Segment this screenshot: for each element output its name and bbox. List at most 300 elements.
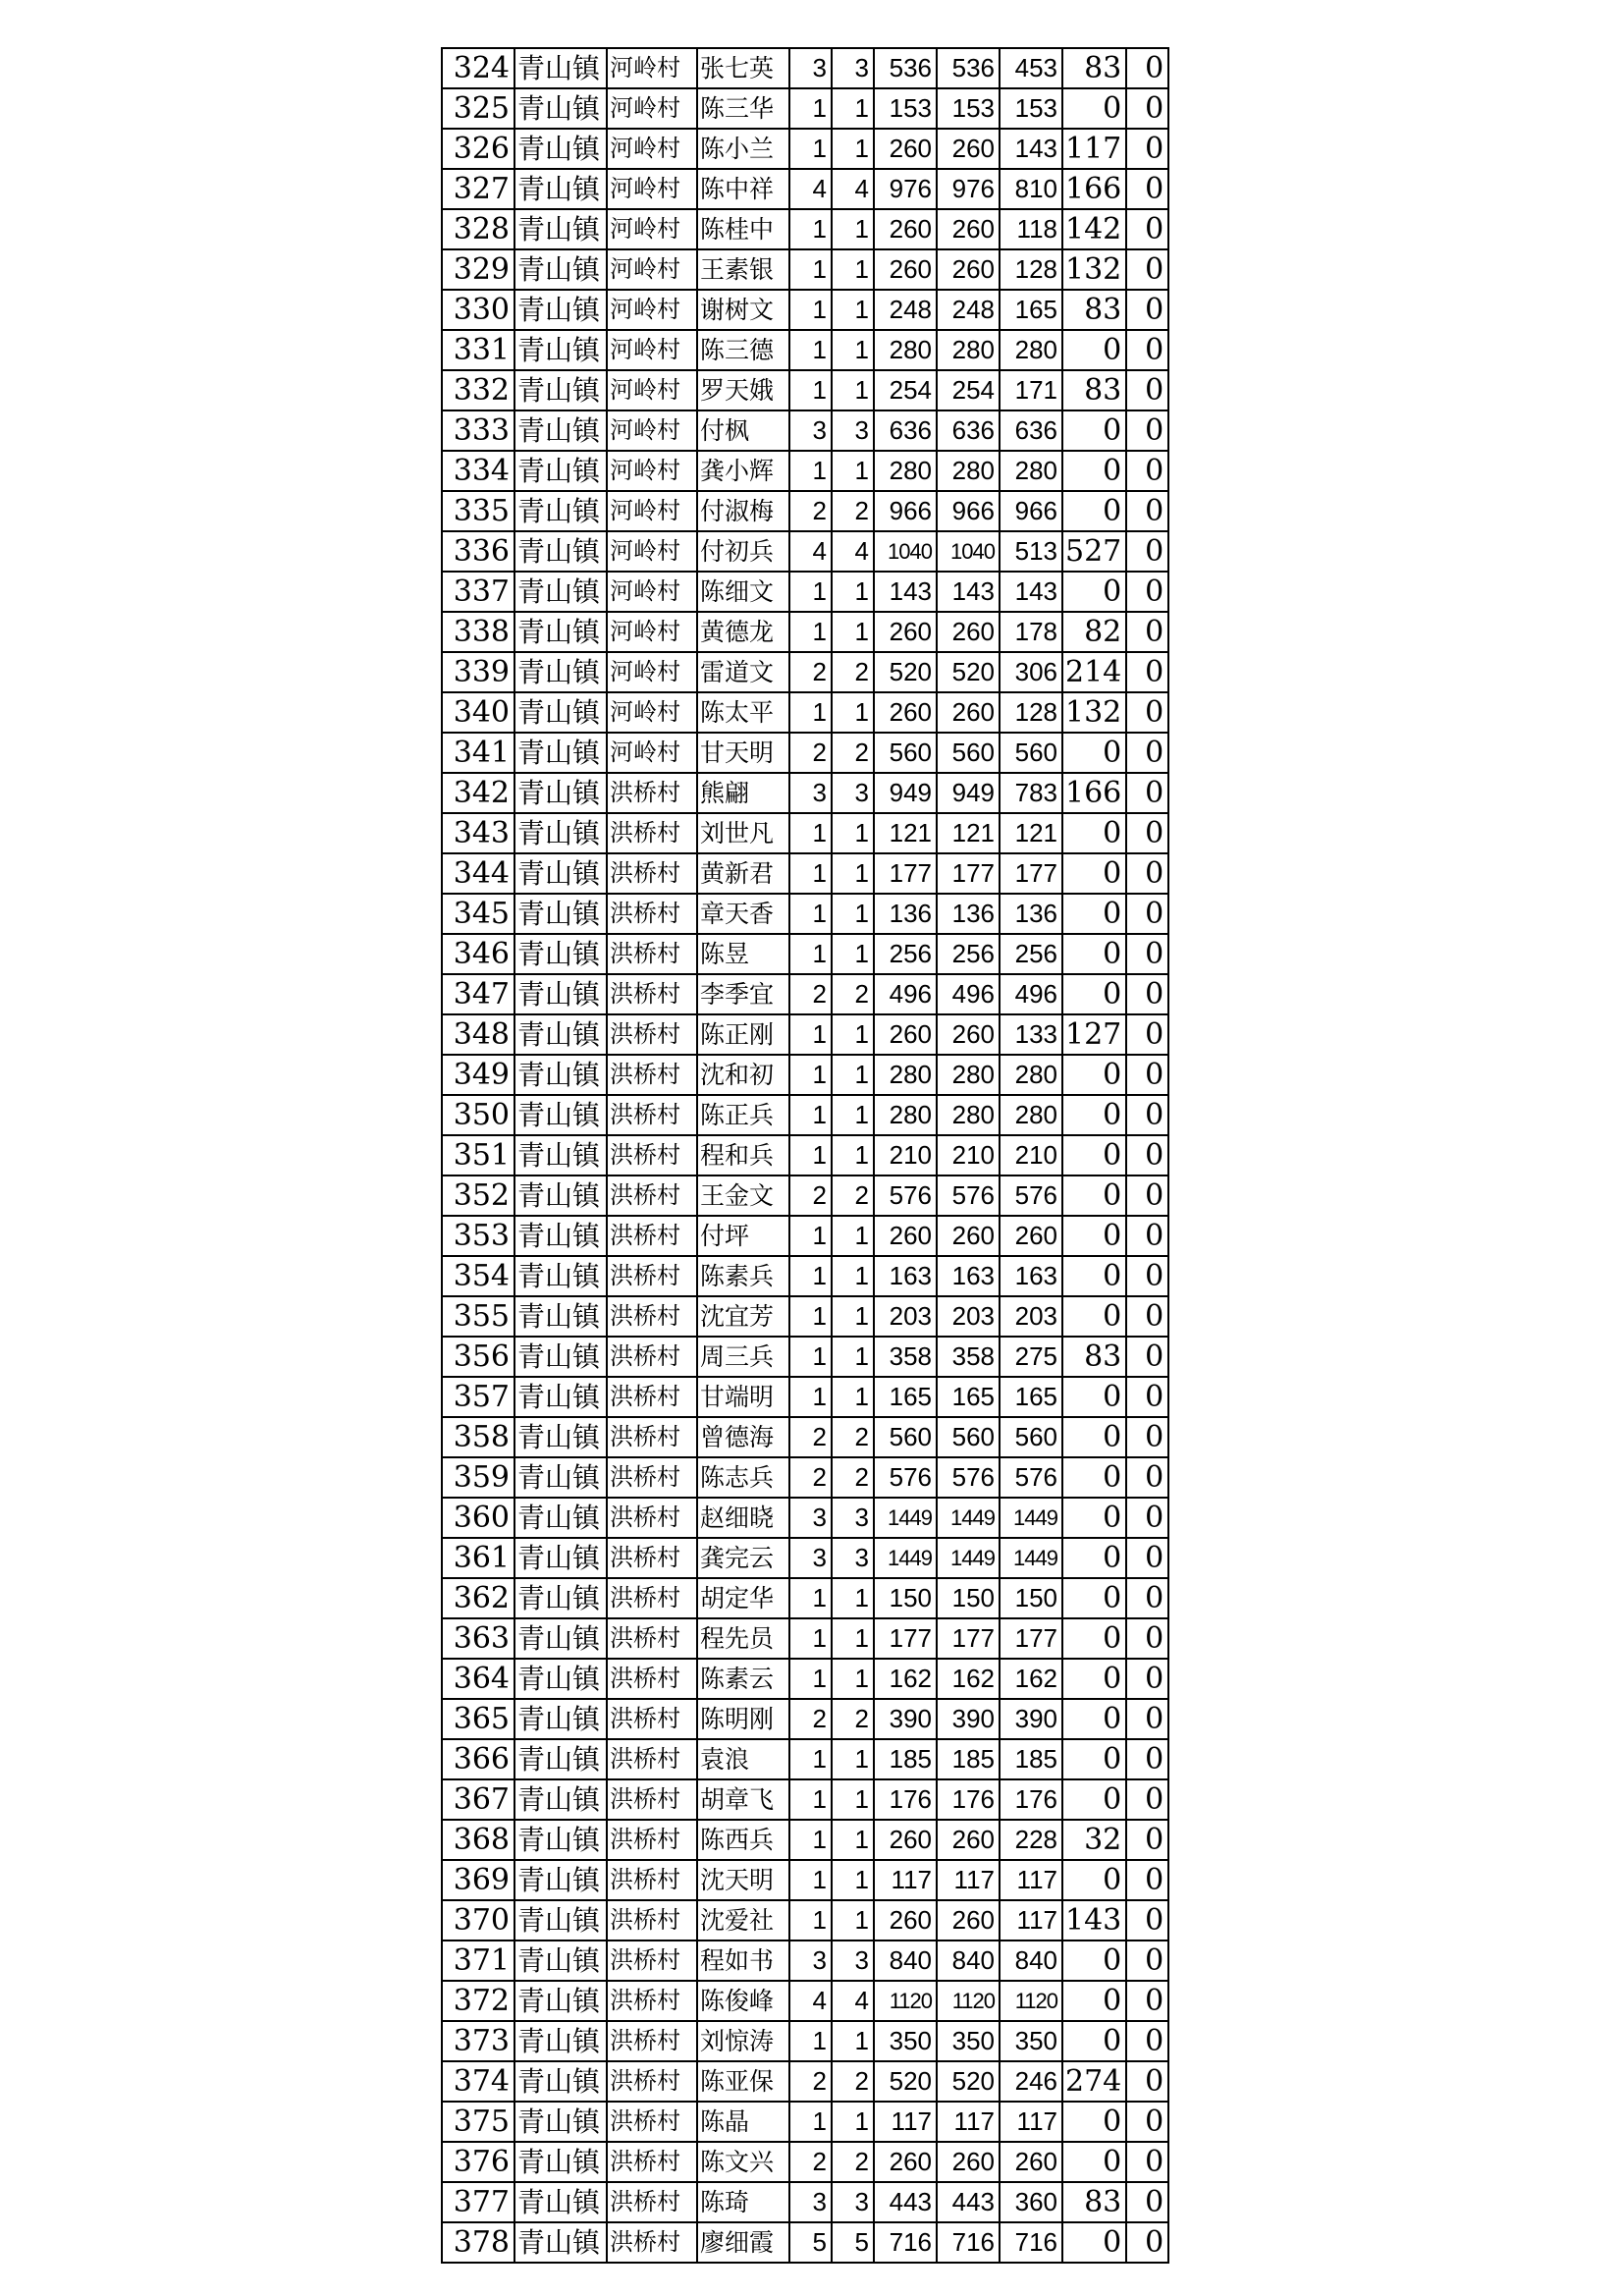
count-a-cell: 3 [789, 410, 832, 451]
table-row [442, 249, 1168, 290]
count-b-cell: 1 [832, 692, 874, 733]
amount-a-cell: 256 [874, 934, 937, 974]
amount-a-cell: 260 [874, 249, 937, 290]
village-cell: 洪桥村 [607, 1820, 697, 1860]
amount-c-cell: 966 [1000, 491, 1062, 531]
person-name-cell: 陈中祥 [697, 169, 789, 209]
amount-d-cell: 83 [1062, 48, 1126, 88]
town-cell: 青山镇 [514, 1216, 607, 1256]
village-cell: 河岭村 [607, 370, 697, 410]
town-cell: 青山镇 [514, 1820, 607, 1860]
amount-a-cell: 576 [874, 1457, 937, 1498]
count-b-cell: 1 [832, 2021, 874, 2061]
town-cell: 青山镇 [514, 974, 607, 1014]
town-cell: 青山镇 [514, 1498, 607, 1538]
village-cell: 洪桥村 [607, 1457, 697, 1498]
village-cell: 洪桥村 [607, 1659, 697, 1699]
count-b-cell: 3 [832, 2182, 874, 2222]
amount-e-cell: 0 [1126, 2222, 1168, 2263]
amount-d-cell: 0 [1062, 974, 1126, 1014]
town-cell: 青山镇 [514, 410, 607, 451]
amount-d-cell: 0 [1062, 2021, 1126, 2061]
town-cell: 青山镇 [514, 1900, 607, 1941]
person-name-cell: 陈晶 [697, 2102, 789, 2142]
row-number-cell: 378 [442, 2222, 514, 2263]
town-cell: 青山镇 [514, 1175, 607, 1216]
town-cell: 青山镇 [514, 2061, 607, 2102]
amount-e-cell: 0 [1126, 1699, 1168, 1739]
count-b-cell: 1 [832, 451, 874, 491]
town-cell: 青山镇 [514, 370, 607, 410]
count-a-cell: 1 [789, 1578, 832, 1618]
amount-e-cell: 0 [1126, 692, 1168, 733]
amount-a-cell: 143 [874, 572, 937, 612]
amount-a-cell: 260 [874, 209, 937, 249]
table-body [442, 48, 1168, 2263]
village-cell: 河岭村 [607, 290, 697, 330]
amount-d-cell: 32 [1062, 1820, 1126, 1860]
table-row [442, 1538, 1168, 1578]
amount-e-cell: 0 [1126, 1135, 1168, 1175]
amount-c-cell: 117 [1000, 1900, 1062, 1941]
village-cell: 洪桥村 [607, 1337, 697, 1377]
village-cell: 河岭村 [607, 692, 697, 733]
amount-a-cell: 162 [874, 1659, 937, 1699]
data-table [441, 47, 1169, 2264]
amount-d-cell: 214 [1062, 652, 1126, 692]
village-cell: 河岭村 [607, 88, 697, 129]
town-cell: 青山镇 [514, 1941, 607, 1981]
amount-a-cell: 1040 [874, 531, 937, 572]
count-a-cell: 1 [789, 1014, 832, 1055]
amount-e-cell: 0 [1126, 813, 1168, 853]
amount-d-cell: 83 [1062, 2182, 1126, 2222]
amount-e-cell: 0 [1126, 1457, 1168, 1498]
amount-d-cell: 0 [1062, 1739, 1126, 1779]
table-row [442, 169, 1168, 209]
count-a-cell: 3 [789, 48, 832, 88]
amount-b-cell: 260 [937, 249, 1000, 290]
row-number-cell: 363 [442, 1618, 514, 1659]
amount-b-cell: 560 [937, 1417, 1000, 1457]
amount-c-cell: 150 [1000, 1578, 1062, 1618]
row-number-cell: 376 [442, 2142, 514, 2182]
amount-b-cell: 117 [937, 2102, 1000, 2142]
amount-e-cell: 0 [1126, 1618, 1168, 1659]
town-cell: 青山镇 [514, 1256, 607, 1296]
amount-b-cell: 163 [937, 1256, 1000, 1296]
amount-c-cell: 840 [1000, 1941, 1062, 1981]
count-b-cell: 1 [832, 813, 874, 853]
count-b-cell: 1 [832, 1779, 874, 1820]
count-b-cell: 2 [832, 491, 874, 531]
village-cell: 洪桥村 [607, 974, 697, 1014]
amount-b-cell: 576 [937, 1175, 1000, 1216]
table-row [442, 974, 1168, 1014]
amount-b-cell: 177 [937, 853, 1000, 894]
town-cell: 青山镇 [514, 1659, 607, 1699]
table-row [442, 1337, 1168, 1377]
town-cell: 青山镇 [514, 1578, 607, 1618]
amount-b-cell: 1120 [937, 1981, 1000, 2021]
row-number-cell: 365 [442, 1699, 514, 1739]
count-b-cell: 5 [832, 2222, 874, 2263]
table-row [442, 853, 1168, 894]
amount-d-cell: 0 [1062, 1055, 1126, 1095]
count-a-cell: 2 [789, 733, 832, 773]
town-cell: 青山镇 [514, 1417, 607, 1457]
row-number-cell: 353 [442, 1216, 514, 1256]
amount-e-cell: 0 [1126, 129, 1168, 169]
amount-b-cell: 210 [937, 1135, 1000, 1175]
row-number-cell: 346 [442, 934, 514, 974]
table-row [442, 692, 1168, 733]
town-cell: 青山镇 [514, 1618, 607, 1659]
count-b-cell: 3 [832, 410, 874, 451]
amount-b-cell: 260 [937, 1014, 1000, 1055]
amount-c-cell: 280 [1000, 1095, 1062, 1135]
count-b-cell: 1 [832, 290, 874, 330]
village-cell: 洪桥村 [607, 1981, 697, 2021]
amount-e-cell: 0 [1126, 1256, 1168, 1296]
count-a-cell: 1 [789, 1337, 832, 1377]
town-cell: 青山镇 [514, 652, 607, 692]
count-a-cell: 4 [789, 1981, 832, 2021]
amount-a-cell: 1449 [874, 1498, 937, 1538]
amount-c-cell: 306 [1000, 652, 1062, 692]
amount-e-cell: 0 [1126, 48, 1168, 88]
amount-e-cell: 0 [1126, 330, 1168, 370]
person-name-cell: 陈太平 [697, 692, 789, 733]
amount-c-cell: 171 [1000, 370, 1062, 410]
count-b-cell: 1 [832, 853, 874, 894]
amount-a-cell: 636 [874, 410, 937, 451]
amount-e-cell: 0 [1126, 652, 1168, 692]
amount-d-cell: 127 [1062, 1014, 1126, 1055]
amount-b-cell: 162 [937, 1659, 1000, 1699]
count-a-cell: 3 [789, 1538, 832, 1578]
count-b-cell: 2 [832, 2061, 874, 2102]
amount-b-cell: 840 [937, 1941, 1000, 1981]
amount-d-cell: 0 [1062, 491, 1126, 531]
count-a-cell: 1 [789, 290, 832, 330]
count-a-cell: 1 [789, 88, 832, 129]
amount-c-cell: 453 [1000, 48, 1062, 88]
village-cell: 洪桥村 [607, 894, 697, 934]
person-name-cell: 王素银 [697, 249, 789, 290]
town-cell: 青山镇 [514, 1055, 607, 1095]
amount-c-cell: 360 [1000, 2182, 1062, 2222]
count-b-cell: 3 [832, 1941, 874, 1981]
person-name-cell: 龚完云 [697, 1538, 789, 1578]
town-cell: 青山镇 [514, 813, 607, 853]
row-number-cell: 339 [442, 652, 514, 692]
amount-c-cell: 203 [1000, 1296, 1062, 1337]
town-cell: 青山镇 [514, 1981, 607, 2021]
row-number-cell: 374 [442, 2061, 514, 2102]
count-b-cell: 1 [832, 1578, 874, 1618]
count-a-cell: 1 [789, 1377, 832, 1417]
amount-b-cell: 121 [937, 813, 1000, 853]
count-b-cell: 1 [832, 1659, 874, 1699]
table-row [442, 2021, 1168, 2061]
count-b-cell: 1 [832, 1739, 874, 1779]
count-a-cell: 1 [789, 1296, 832, 1337]
amount-d-cell: 0 [1062, 572, 1126, 612]
count-a-cell: 2 [789, 1699, 832, 1739]
row-number-cell: 357 [442, 1377, 514, 1417]
amount-c-cell: 576 [1000, 1457, 1062, 1498]
amount-a-cell: 966 [874, 491, 937, 531]
amount-c-cell: 390 [1000, 1699, 1062, 1739]
amount-e-cell: 0 [1126, 249, 1168, 290]
amount-e-cell: 0 [1126, 1941, 1168, 1981]
count-b-cell: 2 [832, 1417, 874, 1457]
village-cell: 洪桥村 [607, 1296, 697, 1337]
count-a-cell: 1 [789, 1095, 832, 1135]
amount-c-cell: 210 [1000, 1135, 1062, 1175]
town-cell: 青山镇 [514, 1377, 607, 1417]
table-row [442, 88, 1168, 129]
amount-c-cell: 128 [1000, 692, 1062, 733]
row-number-cell: 377 [442, 2182, 514, 2222]
amount-d-cell: 0 [1062, 1175, 1126, 1216]
village-cell: 洪桥村 [607, 1216, 697, 1256]
amount-b-cell: 260 [937, 209, 1000, 249]
amount-e-cell: 0 [1126, 1417, 1168, 1457]
amount-e-cell: 0 [1126, 773, 1168, 813]
town-cell: 青山镇 [514, 1014, 607, 1055]
table-row [442, 1860, 1168, 1900]
row-number-cell: 337 [442, 572, 514, 612]
person-name-cell: 陈三华 [697, 88, 789, 129]
person-name-cell: 李季宜 [697, 974, 789, 1014]
table-row [442, 1578, 1168, 1618]
amount-d-cell: 166 [1062, 773, 1126, 813]
count-a-cell: 2 [789, 974, 832, 1014]
amount-e-cell: 0 [1126, 1216, 1168, 1256]
table-row [442, 2222, 1168, 2263]
amount-d-cell: 0 [1062, 1417, 1126, 1457]
table-row [442, 1941, 1168, 1981]
table-row [442, 1739, 1168, 1779]
amount-b-cell: 966 [937, 491, 1000, 531]
amount-e-cell: 0 [1126, 209, 1168, 249]
person-name-cell: 陈琦 [697, 2182, 789, 2222]
amount-c-cell: 1449 [1000, 1538, 1062, 1578]
person-name-cell: 陈志兵 [697, 1457, 789, 1498]
amount-a-cell: 358 [874, 1337, 937, 1377]
count-a-cell: 2 [789, 1417, 832, 1457]
count-b-cell: 1 [832, 1900, 874, 1941]
amount-e-cell: 0 [1126, 1739, 1168, 1779]
person-name-cell: 付坪 [697, 1216, 789, 1256]
row-number-cell: 368 [442, 1820, 514, 1860]
row-number-cell: 329 [442, 249, 514, 290]
amount-a-cell: 165 [874, 1377, 937, 1417]
amount-a-cell: 260 [874, 1820, 937, 1860]
amount-d-cell: 527 [1062, 531, 1126, 572]
count-a-cell: 4 [789, 169, 832, 209]
amount-a-cell: 136 [874, 894, 937, 934]
amount-e-cell: 0 [1126, 2102, 1168, 2142]
amount-a-cell: 210 [874, 1135, 937, 1175]
amount-d-cell: 83 [1062, 370, 1126, 410]
count-b-cell: 2 [832, 652, 874, 692]
count-b-cell: 1 [832, 1337, 874, 1377]
amount-d-cell: 0 [1062, 894, 1126, 934]
row-number-cell: 373 [442, 2021, 514, 2061]
row-number-cell: 360 [442, 1498, 514, 1538]
amount-d-cell: 83 [1062, 290, 1126, 330]
amount-c-cell: 143 [1000, 572, 1062, 612]
row-number-cell: 324 [442, 48, 514, 88]
amount-b-cell: 1449 [937, 1498, 1000, 1538]
person-name-cell: 章天香 [697, 894, 789, 934]
person-name-cell: 陈小兰 [697, 129, 789, 169]
row-number-cell: 372 [442, 1981, 514, 2021]
table-row [442, 1498, 1168, 1538]
village-cell: 河岭村 [607, 249, 697, 290]
person-name-cell: 赵细晓 [697, 1498, 789, 1538]
village-cell: 洪桥村 [607, 1135, 697, 1175]
count-b-cell: 4 [832, 169, 874, 209]
person-name-cell: 沈天明 [697, 1860, 789, 1900]
table-row [442, 1659, 1168, 1699]
person-name-cell: 程先员 [697, 1618, 789, 1659]
table-row [442, 2061, 1168, 2102]
town-cell: 青山镇 [514, 290, 607, 330]
row-number-cell: 361 [442, 1538, 514, 1578]
amount-a-cell: 1449 [874, 1538, 937, 1578]
amount-d-cell: 0 [1062, 1578, 1126, 1618]
amount-c-cell: 121 [1000, 813, 1062, 853]
amount-e-cell: 0 [1126, 934, 1168, 974]
row-number-cell: 370 [442, 1900, 514, 1941]
person-name-cell: 程和兵 [697, 1135, 789, 1175]
row-number-cell: 367 [442, 1779, 514, 1820]
count-b-cell: 2 [832, 1175, 874, 1216]
amount-a-cell: 576 [874, 1175, 937, 1216]
count-b-cell: 1 [832, 209, 874, 249]
row-number-cell: 345 [442, 894, 514, 934]
amount-d-cell: 0 [1062, 410, 1126, 451]
amount-e-cell: 0 [1126, 1337, 1168, 1377]
amount-c-cell: 143 [1000, 129, 1062, 169]
amount-e-cell: 0 [1126, 88, 1168, 129]
count-b-cell: 1 [832, 572, 874, 612]
amount-d-cell: 0 [1062, 733, 1126, 773]
count-b-cell: 1 [832, 2102, 874, 2142]
amount-d-cell: 166 [1062, 169, 1126, 209]
village-cell: 河岭村 [607, 652, 697, 692]
amount-c-cell: 280 [1000, 1055, 1062, 1095]
count-b-cell: 2 [832, 733, 874, 773]
amount-a-cell: 280 [874, 451, 937, 491]
amount-d-cell: 82 [1062, 612, 1126, 652]
village-cell: 洪桥村 [607, 1256, 697, 1296]
amount-a-cell: 560 [874, 1417, 937, 1457]
count-a-cell: 1 [789, 1820, 832, 1860]
amount-e-cell: 0 [1126, 572, 1168, 612]
amount-e-cell: 0 [1126, 531, 1168, 572]
table-row [442, 894, 1168, 934]
count-a-cell: 1 [789, 1739, 832, 1779]
town-cell: 青山镇 [514, 1457, 607, 1498]
amount-a-cell: 260 [874, 1014, 937, 1055]
town-cell: 青山镇 [514, 1779, 607, 1820]
amount-a-cell: 203 [874, 1296, 937, 1337]
amount-b-cell: 254 [937, 370, 1000, 410]
amount-b-cell: 1449 [937, 1538, 1000, 1578]
amount-c-cell: 280 [1000, 451, 1062, 491]
person-name-cell: 陈明刚 [697, 1699, 789, 1739]
amount-b-cell: 260 [937, 692, 1000, 733]
amount-b-cell: 949 [937, 773, 1000, 813]
row-number-cell: 336 [442, 531, 514, 572]
amount-c-cell: 256 [1000, 934, 1062, 974]
count-a-cell: 1 [789, 612, 832, 652]
amount-a-cell: 254 [874, 370, 937, 410]
village-cell: 洪桥村 [607, 1860, 697, 1900]
town-cell: 青山镇 [514, 1699, 607, 1739]
amount-a-cell: 976 [874, 169, 937, 209]
amount-c-cell: 1449 [1000, 1498, 1062, 1538]
amount-b-cell: 716 [937, 2222, 1000, 2263]
amount-b-cell: 358 [937, 1337, 1000, 1377]
amount-b-cell: 260 [937, 1216, 1000, 1256]
person-name-cell: 龚小辉 [697, 451, 789, 491]
count-b-cell: 3 [832, 1498, 874, 1538]
table-row [442, 1779, 1168, 1820]
town-cell: 青山镇 [514, 1095, 607, 1135]
amount-c-cell: 576 [1000, 1175, 1062, 1216]
row-number-cell: 328 [442, 209, 514, 249]
village-cell: 洪桥村 [607, 1779, 697, 1820]
amount-d-cell: 0 [1062, 1941, 1126, 1981]
amount-b-cell: 496 [937, 974, 1000, 1014]
count-b-cell: 1 [832, 1860, 874, 1900]
person-name-cell: 周三兵 [697, 1337, 789, 1377]
village-cell: 洪桥村 [607, 1095, 697, 1135]
amount-c-cell: 177 [1000, 1618, 1062, 1659]
amount-b-cell: 176 [937, 1779, 1000, 1820]
town-cell: 青山镇 [514, 451, 607, 491]
amount-b-cell: 520 [937, 2061, 1000, 2102]
village-cell: 洪桥村 [607, 2142, 697, 2182]
table-row [442, 733, 1168, 773]
count-b-cell: 2 [832, 2142, 874, 2182]
amount-d-cell: 83 [1062, 1337, 1126, 1377]
amount-a-cell: 260 [874, 612, 937, 652]
row-number-cell: 369 [442, 1860, 514, 1900]
count-b-cell: 1 [832, 894, 874, 934]
amount-e-cell: 0 [1126, 1860, 1168, 1900]
amount-a-cell: 176 [874, 1779, 937, 1820]
count-a-cell: 3 [789, 2182, 832, 2222]
town-cell: 青山镇 [514, 1860, 607, 1900]
amount-d-cell: 0 [1062, 1256, 1126, 1296]
amount-b-cell: 260 [937, 1900, 1000, 1941]
amount-d-cell: 0 [1062, 88, 1126, 129]
amount-e-cell: 0 [1126, 1578, 1168, 1618]
count-b-cell: 1 [832, 1095, 874, 1135]
village-cell: 洪桥村 [607, 773, 697, 813]
count-a-cell: 2 [789, 652, 832, 692]
person-name-cell: 沈爱社 [697, 1900, 789, 1941]
count-b-cell: 4 [832, 1981, 874, 2021]
amount-c-cell: 810 [1000, 169, 1062, 209]
